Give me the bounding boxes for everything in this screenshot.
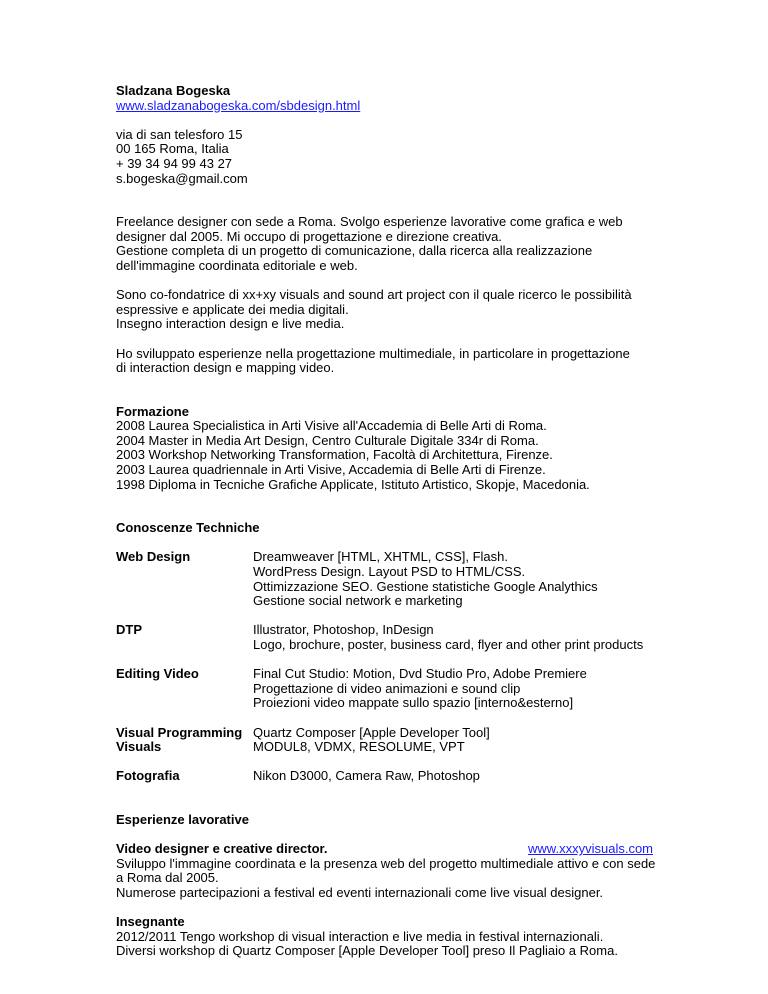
job-website-link[interactable]: www.xxxyvisuals.com (528, 841, 653, 857)
skills-row-fotografia (116, 769, 656, 784)
skills-detail-line: Gestione social network e marketing (253, 593, 463, 609)
skills-detail-line: Logo, brochure, poster, business card, flyer and other print products (253, 637, 644, 652)
skills-row-web-design (116, 550, 656, 608)
skills-details (253, 623, 656, 652)
address-line: 00 165 Roma, Italia (116, 141, 229, 157)
education-title: Formazione (116, 403, 189, 419)
person-name: Sladzana Bogeska (116, 83, 231, 98)
skills-row-dtp (116, 623, 656, 652)
intro-paragraph (116, 215, 656, 273)
website-link[interactable]: www.sladzanabogeska.com/sbdesign.html (116, 97, 361, 113)
job-description-line: Diversi workshop di Quartz Composer [Apple Developer Tool] preso Il Pagliaio a Roma. (116, 943, 618, 959)
phone-line: + 39 34 94 99 43 27 (116, 155, 233, 171)
skills-details (253, 667, 656, 711)
skills-category-label: Fotografia (116, 768, 180, 784)
skills-detail-line: WordPress Design. Layout PSD to HTML/CSS. (253, 564, 526, 580)
skills-category-label: Visual Programming (116, 724, 243, 740)
skills-detail-line: Proiezioni video mappate sullo spazio [interno&esterno] (253, 695, 574, 711)
intro-line: dell'immagine coordinata editoriale e web. (116, 257, 358, 273)
job-header (116, 842, 653, 857)
skills-details (253, 726, 656, 755)
job-role: Video designer e creative director. (116, 841, 328, 857)
skills-category-label: Visuals (116, 739, 162, 755)
skills-detail-line: MODUL8, VDMX, RESOLUME, VPT (253, 739, 465, 755)
intro-line: designer dal 2005. Mi occupo di progettazione e direzione creativa. (116, 228, 502, 244)
job-entry (116, 915, 656, 959)
education-item: 2003 Laurea quadriennale in Arti Visive, Accademia di Belle Arti di Firenze. (116, 462, 546, 478)
skills-detail-line: Dreamweaver [HTML, XHTML, CSS], Flash. (253, 549, 508, 565)
education-item: 1998 Diploma in Tecniche Grafiche Applicate, Istituto Artistico, Skopje, Macedonia. (116, 476, 590, 492)
job-description-line: a Roma dal 2005. (116, 870, 219, 886)
intro-line: Ho sviluppato esperienze nella progettazione multimediale, in particolare in progettazione (116, 345, 630, 361)
job-description-line: Numerose partecipazioni a festival ed eventi internazionali come live visual designer. (116, 884, 604, 900)
skills-category (116, 726, 253, 755)
education-item: 2004 Master in Media Art Design, Centro Culturale Digitale 334r di Roma. (116, 432, 539, 448)
skills-detail-line: Illustrator, Photoshop, InDesign (253, 622, 434, 638)
experience-section (116, 813, 656, 959)
skills-category-label: Editing Video (116, 666, 199, 682)
skills-detail-line: Final Cut Studio: Motion, Dvd Studio Pro, Adobe Premiere (253, 666, 587, 682)
skills-category-label: DTP (116, 622, 142, 638)
education-section (116, 405, 656, 493)
cv-page (116, 84, 656, 959)
contact-block (116, 84, 656, 186)
intro-line: Gestione completa di un progetto di comunicazione, dalla ricerca alla realizzazione (116, 243, 593, 259)
skills-row-visual-programming (116, 726, 656, 755)
skills-category (116, 667, 253, 682)
job-entry (116, 842, 656, 900)
skills-detail-line: Nikon D3000, Camera Raw, Photoshop (253, 768, 480, 784)
skills-category-label: Web Design (116, 549, 191, 565)
skills-section (116, 521, 656, 784)
skills-category (116, 769, 253, 784)
skills-details (253, 550, 656, 608)
skills-category (116, 550, 253, 565)
intro-line: Insegno interaction design e live media. (116, 316, 345, 332)
job-description-line: Sviluppo l'immagine coordinata e la presenza web del progetto multimediale attivo e con sede (116, 855, 656, 871)
job-role: Insegnante (116, 914, 185, 930)
intro-section (116, 215, 656, 376)
intro-line: Freelance designer con sede a Roma. Svolgo esperienze lavorative come grafica e web (116, 214, 623, 230)
skills-detail-line: Quartz Composer [Apple Developer Tool] (253, 724, 490, 740)
skills-row-editing-video (116, 667, 656, 711)
skills-title: Conoscenze Techniche (116, 520, 260, 536)
intro-line: espressive e applicate dei media digitali. (116, 301, 349, 317)
email-line: s.bogeska@gmail.com (116, 170, 248, 186)
skills-category (116, 623, 253, 638)
intro-paragraph (116, 347, 656, 376)
skills-detail-line: Progettazione di video animazioni e sound clip (253, 680, 521, 696)
job-description-line: 2012/2011 Tengo workshop di visual interaction e live media in festival internazionali. (116, 928, 604, 944)
intro-line: Sono co-fondatrice di xx+xy visuals and sound art project con il quale ricerco le possibilità (116, 287, 632, 303)
skills-detail-line: Ottimizzazione SEO. Gestione statistiche Google Analythics (253, 578, 598, 594)
education-item: 2008 Laurea Specialistica in Arti Visive all'Accademia di Belle Arti di Roma. (116, 418, 547, 434)
skills-details (253, 769, 656, 784)
intro-line: di interaction design e mapping video. (116, 360, 335, 376)
address-line: via di san telesforo 15 (116, 126, 243, 142)
education-item: 2003 Workshop Networking Transformation, Facoltà di Architettura, Firenze. (116, 447, 553, 463)
experience-title: Esperienze lavorative (116, 811, 249, 827)
intro-paragraph (116, 288, 656, 332)
